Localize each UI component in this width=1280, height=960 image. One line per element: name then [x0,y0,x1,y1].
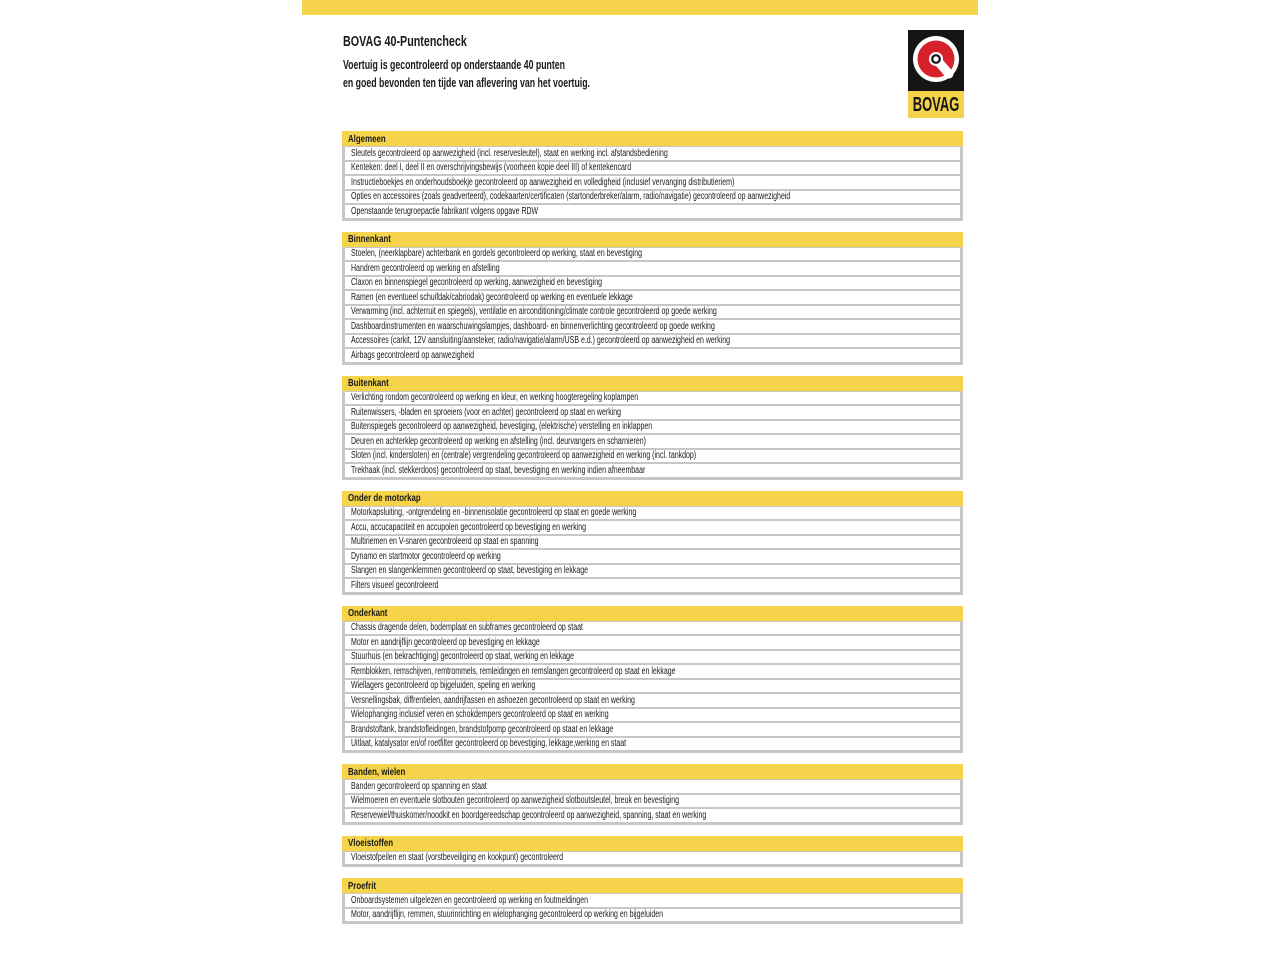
checklist-item-text: Sloten (incl. kindersloten) en (centrale) vergrendeling gecontroleerd op aanwezigheid en werking (incl. tankdop) [351,450,697,462]
checklist-item-text: Versnellingsbak, diffrentielen, aandrijfassen en ashoezen gecontroleerd op staat en werking [351,694,635,706]
checklist-item-row [345,909,960,922]
checklist-item-text: Trekhaak (incl. stekkerdoos) gecontroleerd op staat, bevestiging en werking indien afneembaar [351,464,646,476]
checklist-section [342,836,963,868]
section-header [342,878,963,893]
section-title: Onderkant [348,607,388,619]
checklist-item-text: Ruitenwissers, -bladen en sproeiers (voor en achter) gecontroleerd op staat en werking [351,406,622,418]
checklist-item-row [345,450,960,463]
section-header [342,491,963,506]
checklist-item-text: Reservewiel/thuiskomer/noodkit en boordgereedschap gecontroleerd op aanwezigheid, spanning, staat en werking [351,809,707,821]
checklist-section [342,878,963,924]
checklist-item-row [345,205,960,218]
checklist-item-row [345,809,960,822]
checklist-item-text: Uitlaat, katalysator en/of roetfilter gecontroleerd op bevestiging, lekkage,werking en staat [351,738,627,750]
bovag-logo-text: BOVAG [912,93,960,116]
checklist-item-row [345,622,960,635]
checklist-item-text: Deuren en achterklep gecontroleerd op werking en afstelling (incl. deurvangers en scharnieren) [351,435,646,447]
subtitle-line-1: Voertuig is gecontroleerd op onderstaande 40 punten [343,58,566,72]
checklist-item-text: Slangen en slangenklemmen gecontroleerd op staat, bevestiging en lekkage [351,565,588,577]
page-subtitle [343,56,696,92]
section-title: Proefrit [348,879,377,892]
checklist-item-row [345,680,960,693]
checklist-item-row [345,723,960,736]
section-rows [342,893,963,924]
checklist-item-text: Opties en accessoires (zoals geadverteerd), codekaarten/certificaten (startonderbreker/alarm, radio/navigatie) gecontroleerd op aanwezigheid [351,191,791,203]
checklist-section [342,131,963,221]
top-accent-bar [302,0,978,15]
checklist-item-text: Wiellagers gecontroleerd op bijgeluiden, speling en werking [351,680,536,692]
checklist-item-row [345,248,960,261]
checklist-item-row [345,191,960,204]
checklist-item-text: Accu, accucapaciteit en accupolen gecontroleerd op bevestiging en werking [351,521,587,533]
checklist-item-text: Claxon en binnenspiegel gecontroleerd op werking, aanwezigheid en bevestiging [351,277,603,289]
bovag-logo-wordmark [908,91,964,118]
checklist-item-row [345,507,960,520]
checklist-section [342,491,963,595]
checklist-item-text: Ramen (en eventueel schuifdak/cabriodak) gecontroleerd op werking en eventuele lekkage [351,291,633,303]
checklist-item-row [345,435,960,448]
checklist-item-text: Kenteken: deel I, deel II en overschrijvingsbewijs (voorheen kopie deel III) of kentekencard [351,162,632,174]
checklist-item-text: Vloeistofpeilen en staat (vorstbeveiliging en kookpunt) gecontroleerd [351,852,564,864]
checklist-item-text: Accessoires (carkit, 12V aansluiting/aansteker, radio/navigatie/alarm/USB e.d.) gecontroleerd op aanwezigheid en werking [351,335,730,347]
checklist-item-row [345,565,960,578]
checklist-item-text: Brandstoftank, brandstofleidingen, brandstofpomp gecontroleerd op staat en lekkage [351,723,614,735]
checklist-section [342,376,963,480]
checklist-item-text: Openstaande terugroepactie fabrikant volgens opgave RDW [351,205,539,217]
checklist-item-row [345,421,960,434]
checklist-item-text: Wielophanging inclusief veren en schokdempers gecontroleerd op staat en werking [351,709,609,721]
checklist-item-row [345,176,960,189]
section-header [342,376,963,391]
checklist-item-row [345,306,960,319]
checklist-section [342,232,963,365]
checklist-item-text: Remblokken, remschijven, remtrommels, remleidingen en remslangen gecontroleerd op staat en lekkage [351,665,676,677]
checklist-item-row [345,277,960,290]
checklist-item-row [345,147,960,160]
checklist-item-row [345,550,960,563]
checklist-item-row [345,536,960,549]
logo-center-ring [932,55,940,63]
section-title: Onder de motorkap [348,492,421,504]
checklist-item-text: Onboardsystemen uitgelezen en gecontroleerd op werking en foutmeldingen [351,894,588,906]
page-title-text: BOVAG 40-Puntencheck [343,33,467,50]
checklist-item-row [345,780,960,793]
checklist-item-row [345,291,960,304]
checklist-item-text: Instructieboekjes en onderhoudsboekje gecontroleerd op aanwezigheid en volledigheid (inclusief vervanging distributieriem) [351,176,735,188]
section-rows [342,851,963,868]
checklist-item-text: Handrem gecontroleerd op werking en afstelling [351,262,500,274]
section-rows [342,506,963,595]
checklist-item-text: Chassis dragende delen, bodemplaat en subframes gecontroleerd op staat [351,622,583,634]
section-header [342,131,963,146]
section-rows [342,146,963,221]
checklist-section [342,764,963,825]
checklist-item-text: Buitenspiegels gecontroleerd op aanwezigheid, bevestiging, (elektrische) verstelling en inklappen [351,421,653,433]
checklist-item-text: Stuurhuis (en bekrachtiging) gecontroleerd op staat, werking en lekkage [351,651,574,663]
checklist-item-row [345,521,960,534]
section-header [342,836,963,851]
section-title: Banden, wielen [348,765,406,778]
checklist-item-row [345,320,960,333]
checklist-item-text: Motor, aandrijflijn, remmen, stuurinrichting en wielophanging gecontroleerd op werking en bijgeluiden [351,909,664,921]
checklist-item-text: Dynamo en startmotor gecontroleerd op werking [351,550,501,562]
section-header [342,764,963,779]
checklist-item-row [345,636,960,649]
section-title: Algemeen [348,132,386,145]
bovag-logo [908,30,964,118]
section-title: Vloeistoffen [348,837,394,849]
checklist-item-row [345,694,960,707]
checklist-item-text: Dashboardinstrumenten en waarschuwingslampjes, dashboard- en binnenverlichting gecontroleerd op goede werking [351,320,715,332]
section-title: Binnenkant [348,233,391,245]
checklist-item-row [345,738,960,751]
checklist-item-row [345,162,960,175]
checklist-item-row [345,665,960,678]
checklist-item-row [345,651,960,664]
section-title: Buitenkant [348,377,389,389]
checklist-item-row [345,406,960,419]
section-header [342,606,963,621]
checklist-item-text: Airbags gecontroleerd op aanwezigheid [351,349,474,361]
checklist-item-text: Filters visueel gecontroleerd [351,579,439,591]
checklist-item-text: Multiriemen en V-snaren gecontroleerd op staat en spanning [351,536,539,548]
section-rows [342,391,963,480]
checklist-item-row [345,579,960,592]
checklist-section [342,606,963,754]
page-title [343,34,510,50]
checklist-item-row [345,262,960,275]
checklist-item-row [345,392,960,405]
checklist-item-row [345,894,960,907]
checklist-item-row [345,852,960,865]
section-rows [342,621,963,754]
checklist-item-row [345,709,960,722]
checklist-item-text: Verwarming (incl. achterruit en spiegels), ventilatie en airconditioning/climate controle gecontroleerd op goede werking [351,306,717,318]
subtitle-line-2: en goed bevonden ten tijde van aflevering van het voertuig. [343,76,591,90]
checklist-item-row [345,349,960,362]
checklist-item-text: Stoelen, (neerklapbare) achterbank en gordels gecontroleerd op werking, staat en bevestiging [351,248,643,260]
checklist-item-text: Banden gecontroleerd op spanning en staat [351,780,487,792]
checklist-item-text: Verlichting rondom gecontroleerd op werking en kleur, en werking hoogteregeling koplampen [351,392,639,404]
checklist-item-text: Sleutels gecontroleerd op aanwezigheid (incl. reservesleutel), staat en werking incl. afstandsbediening [351,147,668,159]
checklist-item-text: Wielmoeren en eventuele slotbouten gecontroleerd op aanwezigheid slotboutsleutel, breuk en bevestiging [351,795,680,807]
checklist-item-text: Motor en aandrijflijn gecontroleerd op bevestiging en lekkage [351,636,540,648]
section-header [342,232,963,247]
checklist-item-row [345,335,960,348]
checklist-item-row [345,464,960,477]
checklist-item-row [345,795,960,808]
bovag-logo-mark [908,30,964,91]
section-rows [342,779,963,825]
section-rows [342,247,963,365]
checklist [342,131,963,935]
checklist-item-text: Motorkapsluiting, -ontgrendeling en -binnenisolatie gecontroleerd op staat en goede werking [351,507,637,519]
